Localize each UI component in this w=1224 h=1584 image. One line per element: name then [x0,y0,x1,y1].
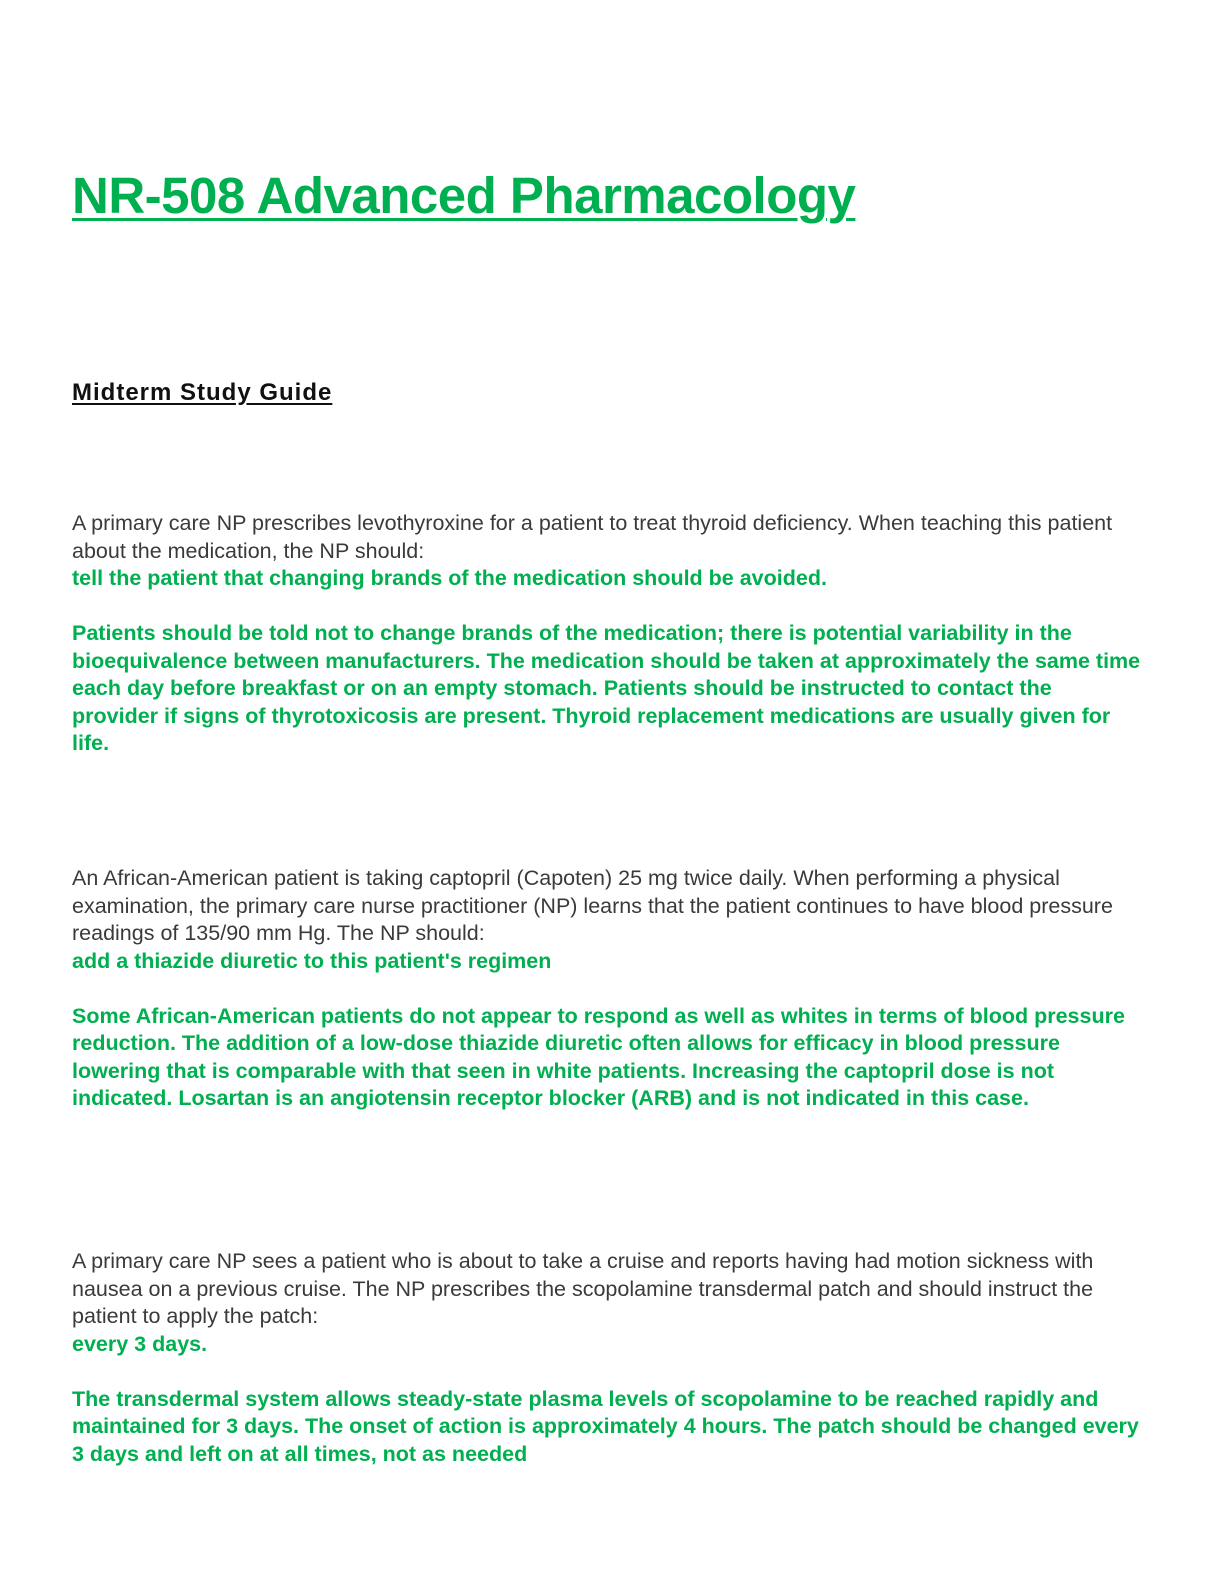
document-title: NR-508 Advanced Pharmacology [72,167,856,224]
question-block [72,865,1142,1113]
answer-text: every 3 days. [72,1331,208,1356]
answer-text: tell the patient that changing brands of the medication should be avoided. [72,566,827,590]
rationale-text: Some African-American patients do not appear to respond as well as whites in terms of blood pressure reduction. The addition of a low-dose thiazide diuretic often allows for efficacy in blood pressure lowering that is comparable with that seen in white patients. Increasing the captopril dose is not indicated. Losartan is an angiotensin receptor blocker (ARB) and is not indicated in this case. [72,1003,1125,1110]
document-subtitle: Midterm Study Guide [72,379,333,406]
rationale-text: The transdermal system allows steady-state plasma levels of scopolamine to be reached rapidly and maintained for 3 days. The onset of action is approximately 4 hours. The patch should be changed every 3 days and left on at all times, not as needed [72,1386,1139,1466]
question-text: A primary care NP sees a patient who is about to take a cruise and reports having had motion sickness with nausea on a previous cruise. The NP prescribes the scopolamine transdermal patch and should instruct the patient to apply the patch: [72,1249,1094,1328]
question-block [72,510,1142,758]
question-text: An African-American patient is taking captopril (Capoten) 25 mg twice daily. When performing a physical examination, the primary care nurse practitioner (NP) learns that the patient continues to have blood pressure readings of 135/90 mm Hg. The NP should: [72,866,1113,945]
rationale-text: Patients should be told not to change brands of the medication; there is potential variability in the bioequivalence between manufacturers. The medication should be taken at approximately the same time each day before breakfast or on an empty stomach. Patients should be instructed to contact the provider if signs of thyrotoxicosis are present. Thyroid replacement medications are usually given for life. [72,621,1141,755]
question-text: A primary care NP prescribes levothyroxine for a patient to treat thyroid deficiency. When teaching this patient about the medication, the NP should: [72,511,1113,563]
answer-text: add a thiazide diuretic to this patient's regimen [72,948,552,973]
question-block [72,1248,1142,1468]
